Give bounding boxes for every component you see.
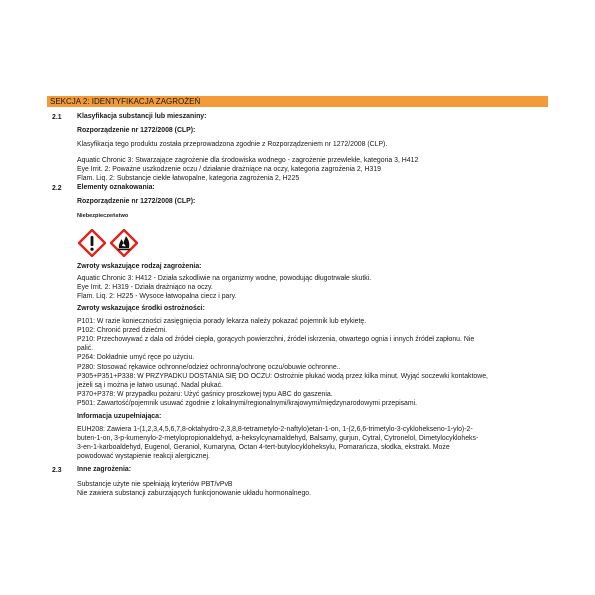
euh-line: EUH208: Zawiera 1-(1,2,3,4,5,6,7,8-oktahydro-2,3,8,8-tetrametylo-2-naftylo)etan-1-on, 1-(2,6,6-trimetylo-3-cyklohekseno-1-ylo)-2-: [77, 426, 473, 433]
hazard-statements-heading: Zwroty wskazujące rodzaj zagrożenia:: [77, 263, 202, 270]
flame-icon: [110, 229, 138, 257]
precaution-p210: P210: Przechowywać z dala od źródeł ciepła, gorących powierzchni, źródeł iskrzenia, otwartego ognia i innych źródeł zapłonu. Nie: [77, 336, 475, 343]
heading-other-hazards: Inne zagrożenia:: [77, 466, 131, 473]
classification-intro: Klasyfikacja tego produktu została przeprowadzona zgodnie z Rozporządzeniem nr 1272/2008 (CLP).: [77, 141, 388, 148]
section-number-2-2: 2.2: [52, 185, 62, 192]
classification-line: Flam. Liq. 2: Substancje ciekłe łatwopalne, kategoria zagrożenia 2, H225: [77, 175, 300, 182]
other-hazards-line: Nie zawiera substancji zaburzających funkcjonowanie układu hormonalnego.: [77, 490, 312, 497]
precaution-p210-cont: palić.: [77, 345, 94, 352]
other-hazards-line: Substancje użyte nie spełniają kryteriów PBT/vPvB: [77, 481, 233, 488]
classification-line: Eye Irrit. 2: Poważne uszkodzenie oczu / działanie drażniące na oczy, kategoria zagrożenia 2, H319: [77, 166, 381, 173]
section-number-2-3: 2.3: [52, 467, 62, 474]
hazard-line: Eye Irrit. 2: H319 - Działa drażniąco na oczy.: [77, 284, 213, 291]
precaution-p280: P280: Stosować rękawice ochronne/odzież ochronną/ochronę oczu/obuwie ochronne..: [77, 364, 341, 371]
signal-word: Niebezpieczeństwo: [77, 213, 129, 219]
precaution-p370: P370+P378: W przypadku pożaru: Użyć gaśnicy proszkowej typu ABC do gaszenia.: [77, 391, 333, 398]
precaution-p264: P264: Dokładnie umyć ręce po użyciu.: [77, 354, 195, 361]
precaution-p102: P102: Chronić przed dziećmi.: [77, 327, 168, 334]
heading-label-elements: Elementy oznakowania:: [77, 184, 155, 191]
precaution-p101: P101: W razie konieczności zasięgnięcia porady lekarza należy pokazać pojemnik lub etykietę.: [77, 318, 367, 325]
precaution-p305-cont: jeżeli są i można je łatwo usunąć. Nadal płukać.: [77, 382, 223, 389]
hazard-line: Flam. Liq. 2: H225 - Wysoce łatwopalna ciecz i pary.: [77, 293, 237, 300]
classification-line: Aquatic Chronic 3: Stwarzające zagrożenie dla środowiska wodnego - zagrożenie przewlekłe, kategoria 3, H412: [77, 157, 419, 164]
hazard-line: Aquatic Chronic 3: H412 - Działa szkodliwie na organizmy wodne, powodując długotrwałe skutki.: [77, 275, 372, 282]
euh-line: powodować wystąpienie reakcji alergicznej.: [77, 453, 210, 460]
supplementary-info-heading: Informacja uzupełniająca:: [77, 413, 162, 420]
precautionary-statements-heading: Zwroty wskazujące środki ostrożności:: [77, 305, 205, 312]
euh-line: 3-en-1-karboaldehyd, Eugenol, Geraniol, Kumaryna, Octan 4-tert-butylocykloheksylu, Pomarańcza, słodka, ekstrakt. Może: [77, 444, 450, 451]
precaution-p305: P305+P351+P338: W PRZYPADKU DOSTANIA SIĘ DO OCZU: Ostrożnie płukać wodą przez kilka minut. Wyjąć soczewki kontaktowe,: [77, 373, 488, 380]
regulation-label-1: Rozporządzenie nr 1272/2008 (CLP):: [77, 127, 196, 134]
heading-classification: Klasyfikacja substancji lub mieszaniny:: [77, 113, 207, 120]
euh-line: buten-1-on, 3-p-kumenylo-2-metylopropionaldehyd, a-heksylcynamaldehyd, Balsamy, gurjun, Cytral, Cytronelol, Dimetylocykloheks-: [77, 435, 479, 442]
section-header: SEKCJA 2: IDENTYFIKACJA ZAGROŻEŃ: [47, 96, 548, 107]
ghs-pictograms: [78, 229, 138, 257]
precaution-p501: P501: Zawartość/pojemnik usuwać zgodnie z lokalnymi/regionalnymi/krajowymi/międzynarodowymi przepisami.: [77, 400, 418, 407]
regulation-label-2: Rozporządzenie nr 1272/2008 (CLP):: [77, 198, 196, 205]
section-number-2-1: 2.1: [52, 114, 62, 121]
exclamation-mark-icon: [78, 229, 106, 257]
